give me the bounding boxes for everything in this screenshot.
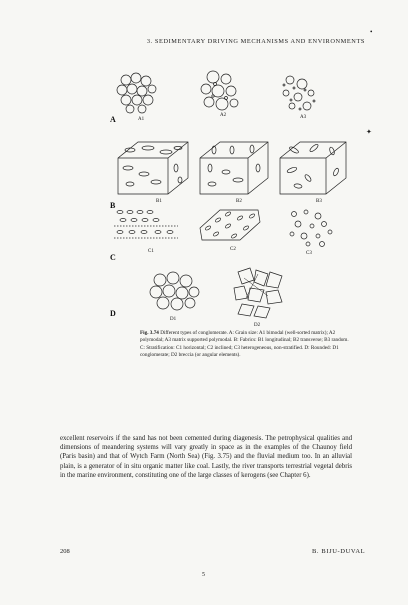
body-paragraph: excellent reservoirs if the sand has not been cemented during diagenesis. The petrophysical qualities and dimensions of meandering systems will vary greatly in space as in the examples of the Chaunoy field (Paris basin) and that of Wytch Farm (North Sea) (Fig. 3.75) and the fluvial medium too. In an alluvial plain, is a generator of in situ organic matter like coal. Lastly, the river transports terrestrial vegetal debris in the marine environment, constituting one of the large classes of kerogens (see Chapter 6). bbox=[60, 435, 352, 479]
panel-a1-drawing bbox=[117, 73, 156, 113]
panel-label-a3: A3 bbox=[300, 115, 307, 120]
row-label-c: C bbox=[110, 253, 116, 262]
panel-b1-drawing bbox=[118, 142, 188, 194]
panel-label-b3: B3 bbox=[316, 199, 322, 204]
panel-d2-drawing bbox=[234, 268, 282, 318]
footer-author: B. BIJU-DUVAL bbox=[312, 548, 366, 555]
footer-mark: 5 bbox=[202, 572, 205, 578]
panel-label-c3: C3 bbox=[306, 251, 312, 256]
panel-label-a1: A1 bbox=[138, 117, 145, 122]
panel-a3-drawing bbox=[283, 76, 315, 110]
conglomerate-figure bbox=[108, 60, 353, 328]
figure-drawing bbox=[108, 60, 353, 328]
panel-a2-drawing bbox=[201, 71, 238, 110]
panel-c2-drawing bbox=[200, 210, 260, 240]
panel-d1-drawing bbox=[150, 272, 199, 310]
panel-label-c2: C2 bbox=[230, 247, 236, 252]
panel-label-c1: C1 bbox=[148, 249, 154, 254]
panel-c1-drawing bbox=[114, 211, 178, 239]
caption-text: Different types of conglomerate. A: Grain size: A1 bimodal (well-sorted matrix); A2 polymodal; A3 matrix supported polymodal. B: Fabrics: B1 longitudinal; B2 transverse; B3 random. C: Stratification: C1 horizontal; C2 inclined; C3 heterogeneous, non-stratified. D: Rounded: D1 conglomerate; D2 breccia (or angular elements). bbox=[140, 330, 349, 358]
panel-b3-drawing bbox=[280, 142, 346, 194]
margin-mark-side: ✦ bbox=[366, 128, 372, 136]
row-label-d: D bbox=[110, 309, 116, 318]
panel-c3-drawing bbox=[290, 210, 332, 247]
panel-label-d1: D1 bbox=[170, 317, 177, 322]
panel-label-b1: B1 bbox=[156, 199, 162, 204]
panel-label-a2: A2 bbox=[220, 113, 227, 118]
panel-label-d2: D2 bbox=[254, 323, 261, 328]
page-number: 208 bbox=[60, 548, 70, 555]
panel-label-b2: B2 bbox=[236, 199, 242, 204]
panel-b2-drawing bbox=[200, 142, 268, 194]
caption-lead: Fig. 3.74 bbox=[140, 330, 159, 336]
running-header: 3. SEDIMENTARY DRIVING MECHANISMS AND ENVIRONMENTS bbox=[146, 38, 365, 45]
row-label-b: B bbox=[110, 201, 116, 210]
figure-caption bbox=[140, 330, 352, 359]
margin-mark-top: • bbox=[370, 28, 373, 36]
row-label-a: A bbox=[110, 115, 116, 124]
